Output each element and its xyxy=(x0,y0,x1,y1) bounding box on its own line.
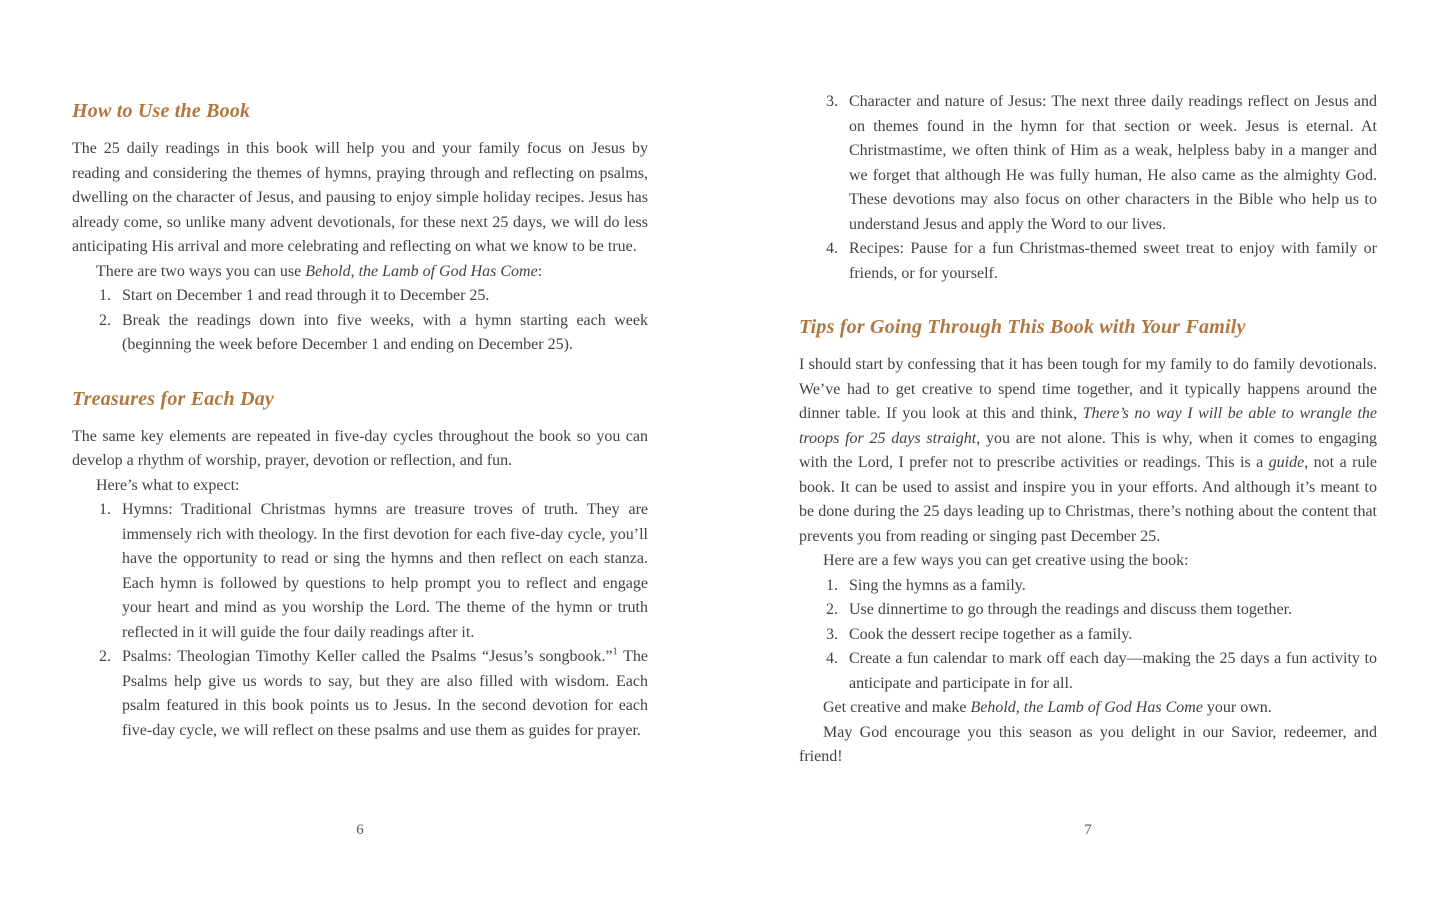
page-left xyxy=(72,0,648,900)
list-item-psalms xyxy=(72,645,648,743)
list-number: 3. xyxy=(826,625,838,643)
text-segment: There are two ways you can use xyxy=(96,262,306,280)
list-text: Character and nature of Jesus: The next three daily readings reflect on Jesus and on themes found in the hymn for that section or week. Jesus is eternal. At Christmastime, we often think of Him as a weak, helpless baby in a manger and we forget that although He was fully human, He also came as the almighty God. These devotions may also focus on other characters in the Bible who help us to understand Jesus and apply the Word to our lives. xyxy=(849,93,1377,233)
list-item-recipes xyxy=(799,237,1377,286)
book-title-italic: Behold, the Lamb of God Has Come xyxy=(970,699,1203,716)
paragraph-few-ways: Here are a few ways you can get creative using the book: xyxy=(823,552,1189,569)
paragraph-two-ways xyxy=(72,260,648,285)
list-text: Hymns: Traditional Christmas hymns are treasure troves of truth. They are immensely rich with theology. In the first devotion for each five-day cycle, you’ll have the opportunity to read or sing the hymns and then reflect on each stanza. Each hymn is followed by questions to help prompt you to reflect and engage your heart and mind as you worship the Lord. The theme of the hymn or truth reflected in it will guide the four daily readings after it. xyxy=(122,501,648,641)
list-item-ways-2 xyxy=(72,309,648,358)
page-number-right: 7 xyxy=(1084,822,1092,838)
italic-thought: There’s no way I will be able to wrangle the troops for 25 days straight xyxy=(799,405,1377,447)
list-number: 4. xyxy=(826,240,838,257)
text-segment: , you are not alone. This is why, when it comes to engaging with the Lord, I prefer not to prescribe activities or readings. This is a xyxy=(799,429,1378,471)
list-item-sing xyxy=(799,574,1377,599)
text-segment: I should start by confessing that it has been tough for my family to do family devotionals. We’ve had to get creative to spend time together, and it typically happens around the dinner table. If you look at this and think, xyxy=(799,356,1377,422)
list-text: Recipes: Pause for a fun Christmas-themed sweet treat to enjoy with family or friends, or for yourself. xyxy=(849,240,1377,282)
text-segment: your own. xyxy=(1202,699,1272,716)
paragraph-what-to-expect: Here’s what to expect: xyxy=(96,476,240,494)
list-number: 4. xyxy=(826,650,838,667)
list-number: 2. xyxy=(826,601,838,618)
list-number: 3. xyxy=(826,93,838,110)
list-text: Sing the hymns as a family. xyxy=(849,576,1026,594)
list-text: Use dinnertime to go through the readings and discuss them together. xyxy=(849,601,1293,618)
list-item-dinnertime xyxy=(799,598,1377,623)
list-text: Break the readings down into five weeks, with a hymn starting each week (beginning the week before December 1 and ending on December 25). xyxy=(122,311,648,353)
page-number-left: 6 xyxy=(356,822,364,838)
list-number: 1. xyxy=(99,501,111,518)
paragraph-tips xyxy=(799,353,1377,549)
paragraph-treasures: The same key elements are repeated in five-day cycles throughout the book so you can develop a rhythm of worship, prayer, devotion or reflection, and fun. xyxy=(72,427,648,469)
list-item-character-of-jesus xyxy=(799,90,1377,237)
page-right xyxy=(799,0,1377,900)
list-text: Create a fun calendar to mark off each day—making the 25 days a fun activity to anticipate and participate in for all. xyxy=(849,650,1377,692)
list-text: Psalms: Theologian Timothy Keller called the Psalms “Jesus’s songbook.” xyxy=(122,648,613,665)
text-segment: : xyxy=(537,262,543,280)
heading-tips-for-family: Tips for Going Through This Book with Your Family xyxy=(799,316,1246,338)
heading-treasures-for-each-day: Treasures for Each Day xyxy=(72,387,274,410)
list-item-calendar xyxy=(799,647,1377,696)
list-text: The Psalms help give us words to say, but they are also filled with wisdom. Each psalm featured in this book points us to Jesus. In the second devotion for each five-day cycle, we will reflect on these psalms and use them as guides for prayer. xyxy=(122,648,648,739)
paragraph-get-creative xyxy=(799,696,1377,721)
italic-guide: guide xyxy=(1268,454,1305,471)
list-number: 1. xyxy=(99,287,111,304)
list-text: Start on December 1 and read through it to December 25. xyxy=(122,287,490,304)
book-title-italic: Behold, the Lamb of God Has Come xyxy=(305,262,538,280)
list-text: Cook the dessert recipe together as a family. xyxy=(849,625,1133,643)
paragraph-encouragement: May God encourage you this season as you delight in our Savior, redeemer, and friend! xyxy=(799,723,1377,765)
list-number: 1. xyxy=(826,576,838,594)
list-item-cook xyxy=(799,623,1377,648)
list-number: 2. xyxy=(99,311,111,329)
list-number: 2. xyxy=(99,648,111,665)
text-segment: Get creative and make xyxy=(823,699,971,716)
text-segment: , not a rule book. It can be used to assist and inspire you in your efforts. And although it’s meant to be done during the 25 days leading up to Christmas, there’s nothing about the content that prevents you from reading or singing past December 25. xyxy=(799,454,1377,545)
list-item-hymns xyxy=(72,498,648,645)
paragraph-intro: The 25 daily readings in this book will help you and your family focus on Jesus by reading and considering the themes of hymns, praying through and reflecting on psalms, dwelling on the character of Jesus, and pausing to enjoy simple holiday recipes. Jesus has already come, so unlike many advent devotionals, for these next 25 days, we will do less anticipating His arrival and more celebrating and reflecting on what we know to be true. xyxy=(72,140,648,255)
heading-how-to-use-the-book: How to Use the Book xyxy=(72,100,251,122)
list-item-ways-1 xyxy=(72,284,648,309)
footnote-reference: 1 xyxy=(612,646,618,658)
